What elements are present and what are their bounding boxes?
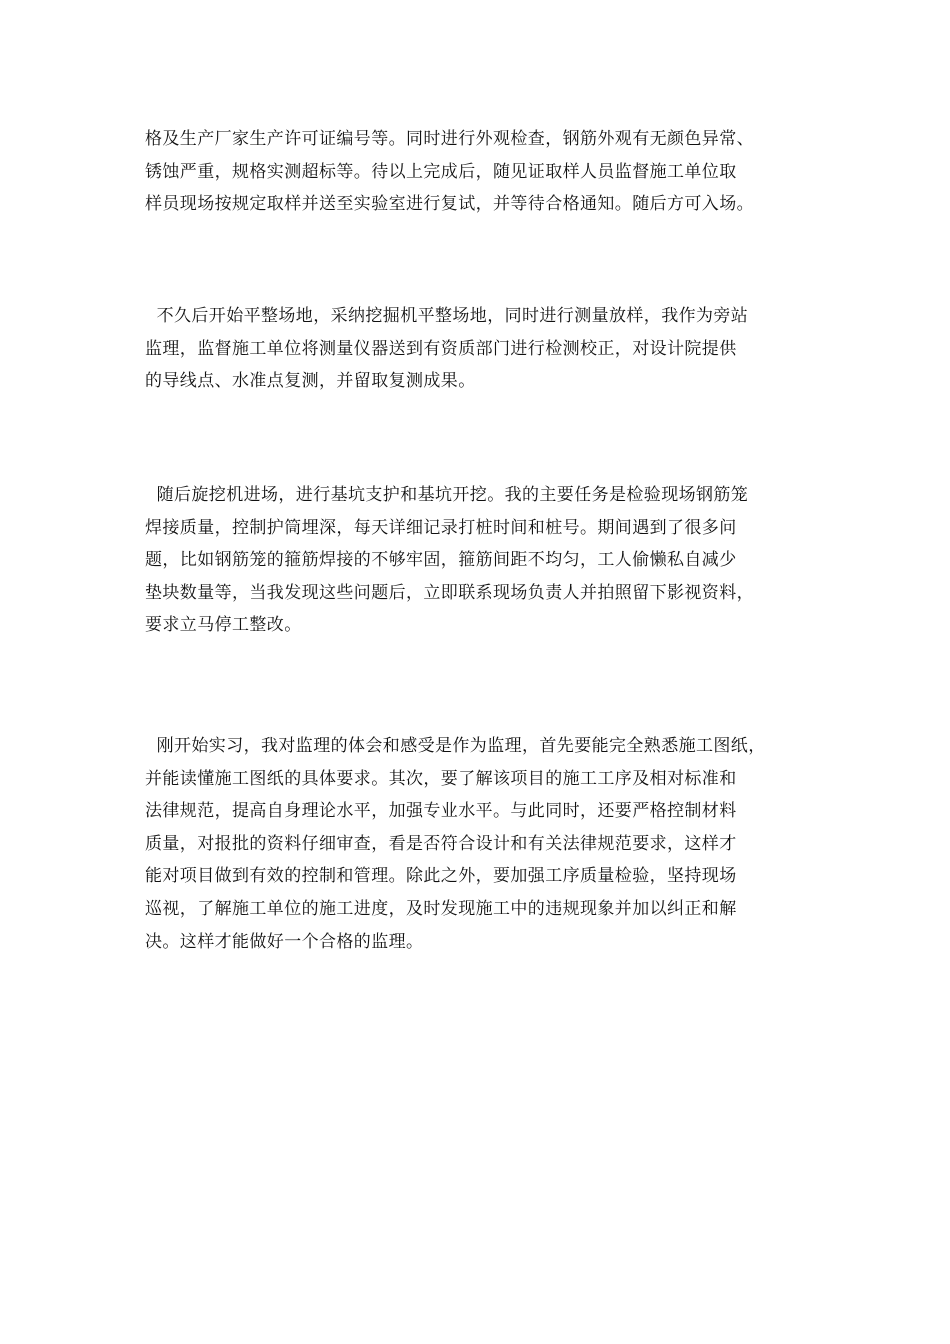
- text-line: 法律规范，提高自身理论水平，加强专业水平。与此同时，还要严格控制材料: [145, 801, 737, 822]
- text-line: 不久后开始平整场地，采纳挖掘机平整场地，同时进行测量放样，我作为旁站: [145, 306, 749, 326]
- text-line: 并能读懂施工图纸的具体要求。其次，要了解该项目的施工工序及相对标准和: [145, 768, 737, 789]
- paragraph-excavation: [145, 479, 815, 642]
- text-line: 锈蚀严重，规格实测超标等。待以上完成后，随见证取样人员监督施工单位取: [145, 161, 737, 182]
- text-line: 决。这样才能做好一个合格的监理。: [145, 931, 424, 952]
- text-line: 巡视，了解施工单位的施工进度，及时发现施工中的违规现象并加以纠正和解: [145, 898, 737, 919]
- text-line: 垫块数量等，当我发现这些问题后，立即联系现场负责人并拍照留下影视资料，: [145, 582, 754, 603]
- text-line: 样员现场按规定取样并送至实验室进行复试，并等待合格通知。随后方可入场。: [145, 194, 754, 215]
- text-line: 焊接质量，控制护筒埋深，每天详细记录打桩时间和桩号。期间遇到了很多问: [145, 517, 737, 538]
- text-line: 质量，对报批的资料仔细审查，看是否符合设计和有关法律规范要求，这样才: [145, 833, 737, 854]
- paragraph-material-inspection: [145, 123, 815, 221]
- text-line: 格及生产厂家生产许可证编号等。同时进行外观检查，钢筋外观有无颜色异常、: [145, 129, 754, 149]
- paragraph-site-leveling: [145, 300, 815, 398]
- text-line: 随后旋挖机进场，进行基坑支护和基坑开挖。我的主要任务是检验现场钢筋笼: [145, 485, 749, 505]
- text-line: 能对项目做到有效的控制和管理。除此之外，要加强工序质量检验，坚持现场: [145, 866, 737, 887]
- paragraph-internship-reflection: [145, 730, 815, 958]
- text-line: 刚开始实习，我对监理的体会和感受是作为监理，首先要能完全熟悉施工图纸，: [145, 736, 766, 756]
- text-line: 要求立马停工整改。: [145, 615, 302, 636]
- text-line: 题，比如钢筋笼的箍筋焊接的不够牢固，箍筋间距不均匀，工人偷懒私自减少: [145, 550, 737, 571]
- text-line: 监理，监督施工单位将测量仪器送到有资质部门进行检测校正，对设计院提供: [145, 338, 737, 359]
- text-line: 的导线点、水准点复测，并留取复测成果。: [145, 371, 476, 392]
